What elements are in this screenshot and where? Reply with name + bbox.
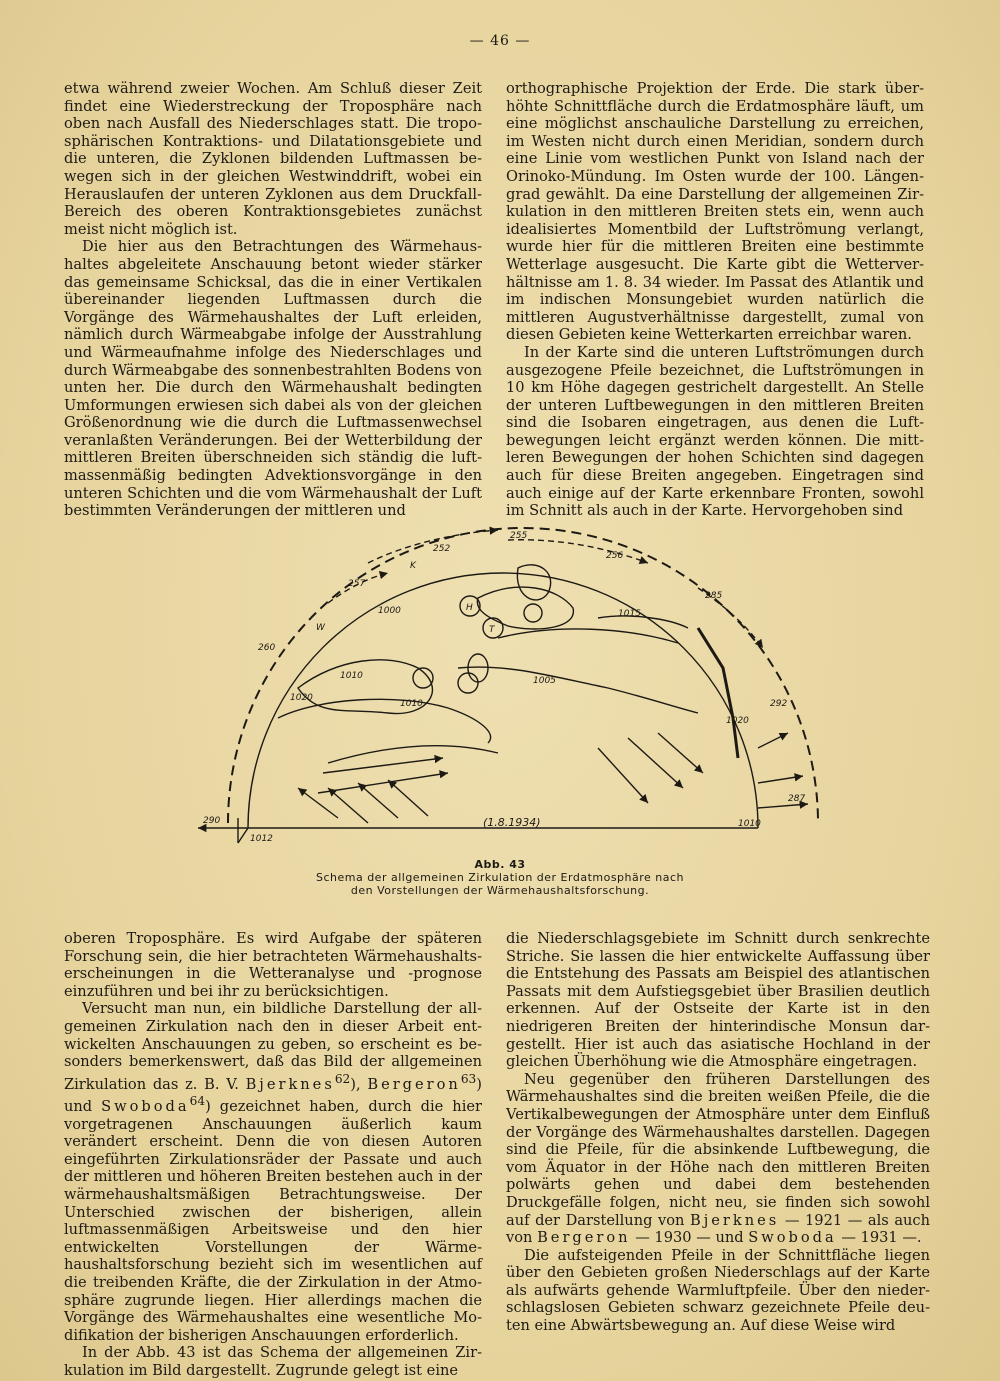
text-run: ) und: [64, 1075, 482, 1116]
label-257: 257: [348, 579, 366, 589]
text-run: — 1921 — als auch von: [506, 1211, 930, 1247]
text-run: ),: [350, 1075, 368, 1093]
paragraph: In der Karte sind die unteren Luftströmungen durch ausgezogene Pfeile bezeichnet, die Luftströmungen in 10 km Höhe dagegen gestrichelt dargestellt. An Stelle der unteren Luftbewegungen in den mittleren Breiten sind die Isobaren eingetragen, aus denen die Luftbewegungen leicht ergänzt werden können. Die mittleren Bewegungen der hohen Schichten sind dagegen auch für diese Breiten angegeben. Eingetragen sind auch einige auf der Karte erkennbare Fronten, sowohl im Schnitt als auch in der Karte. Hervorgehoben sind: [506, 343, 924, 520]
author-name: Bergeron: [537, 1229, 631, 1247]
paragraph: orthographische Projektion der Erde. Die stark überhöhte Schnittfläche durch die Erdatmosphäre läuft, um eine möglichst anschauliche Darstellung zu erreichen, im Westen nicht durch einen Meridian, sondern durch eine Linie vom westlichen Punkt von Island nach der Orinoko-Mündung. Im Osten wurde der 100. Längengrad gewählt. Da eine Darstellung der allgemeinen Zirkulation in den mittleren Breiten stets ein, wenn auch idealisiertes Momentbild der Luftströmung verlangt, wurde hier für die mittleren Breiten eine bestimmte Wetterlage ausgesucht. Die Karte gibt die Wetterverhältnisse am 1. 8. 34 wieder. Im Passat des Atlantik und im indischen Monsungebiet wurden natürlich die mittleren Augustverhältnisse dargestellt, zumal von diesen Gebieten keine Wetterkarten erreichbar waren.: [506, 80, 924, 344]
author-name: Swoboda: [748, 1229, 837, 1247]
label-T: T: [489, 625, 495, 635]
column-bottom-right: [506, 930, 930, 1335]
label-1010b: 1010: [400, 699, 423, 709]
label-1020b: 1020: [726, 716, 749, 726]
author-name: Swoboda: [101, 1098, 190, 1116]
caption-line-2: den Vorstellungen der Wärmehaushaltsforschung.: [350, 884, 650, 897]
label-290: 290: [203, 816, 221, 826]
text-run: — 1931 —.: [836, 1229, 922, 1247]
label-260: 260: [258, 643, 276, 653]
date-label: (1.8.1934): [483, 816, 541, 829]
paragraph: die Niederschlagsgebiete im Schnitt durch senkrechte Striche. Sie lassen die hier entwickelte Auffassung über die Entstehung des Passats am Beispiel des atlantischen Passats mit dem Aufstiegsgebiet über Brasilien deutlich erkennen. Auf der Ostseite der Karte ist in den niedrigeren Breiten der hinterindische Monsun dargestellt. Hier ist auch das asiatische Hochland in der gleichen Überhöhung wie die Atmosphäre eingetragen.: [506, 930, 930, 1071]
paragraph: Die hier aus den Betrachtungen des Wärmehaushaltes abgeleitete Anschauung betont wieder stärker das gemeinsame Schicksal, das die in einer Vertikalen übereinander liegenden Luftmassen durch die Vorgänge des Wärmehaushaltes der Luft erleiden, nämlich durch Wärmeabgabe infolge der Ausstrahlung und Wärmeaufnahme infolge des Niederschlages und durch Wärmeabgabe des sonnenbestrahlten Bodens von unten her. Die durch den Wärmehaushalt bedingten Umformungen erwiesen sich dabei als von der gleichen Größenordnung wie die durch die Luftmassenwechsel veranlaßten Veränderungen. Bei der Wetterbildung der mittleren Breiten überschneiden sich ständig die luftmassenmäßig bedingten Advektionsvorgänge in den unteren Schichten und die vom Wärmehaushalt der Luft bestimmten Veränderungen der mittleren und: [64, 238, 482, 520]
figure-caption: [260, 858, 740, 897]
paragraph: Die aufsteigenden Pfeile in der Schnittfläche liegen über den Gebieten großen Niederschlags auf der Karte als aufwärts gehende Warmluftpfeile. Über den niederschlagslosen Gebieten schwarz gezeichnete Pfeile deuten eine Abwärtsbewegung an. Auf diese Weise wird: [506, 1246, 930, 1335]
text-run: ) gezeichnet haben, durch die hier vorgetragenen Anschauungen äußerlich kaum verändert erscheint. Denn die von diesen Autoren eingeführten Zirkulationsräder der Passate und auch der mittleren und höheren Breiten bestehen auch in der wärmehaushaltsmäßigen Betrachtungsweise. Der Unterschied zwischen der bisherigen, allein luftmassenmäßigen Arbeitsweise und den hier entwickelten Vorstellungen der Wärmehaushaltsforschung bezieht sich im wesentlichen auf die treibenden Kräfte, die der Zirkulation in der Atmosphäre zugrunde liegen. Hier allerdings machen die Vorgänge des Wärmehaushaltes eine wesentliche Modifikation der bisherigen Anschauungen erforderlich.: [64, 1098, 482, 1344]
earth-arc: [248, 573, 758, 828]
column-top-right: [506, 80, 924, 520]
author-name: Bergeron: [367, 1075, 461, 1093]
paragraph: etwa während zweier Wochen. Am Schluß dieser Zeit findet eine Wiederstreckung der Troposphäre nach oben nach Ausfall des Niederschlages statt. Die troposphärischen Kontraktions- und Dilatationsgebiete und die unteren, die Zyklonen bildenden Luftmassen bewegen sich in der gleichen Westwinddrift, wobei ein Herauslaufen der unteren Zyklonen aus dem Druckfall-Bereich des oberen Kontraktionsgebietes zunächst meist nicht möglich ist.: [64, 80, 482, 238]
label-255: 255: [510, 531, 528, 541]
label-1010a: 1010: [340, 671, 363, 681]
label-256: 256: [606, 551, 624, 561]
label-1012: 1012: [250, 834, 273, 844]
footnote-ref: 62: [334, 1071, 351, 1086]
diagram-svg: [178, 518, 843, 858]
label-292: 292: [770, 699, 788, 709]
label-285: 285: [705, 591, 723, 601]
label-252: 252: [433, 544, 451, 554]
text-run: — 1930 — und: [630, 1229, 749, 1247]
label-H: H: [466, 603, 473, 613]
page-number: — 46 —: [469, 33, 531, 49]
label-1020: 1020: [290, 693, 313, 703]
paragraph: [506, 1071, 930, 1247]
column-top-left: [64, 80, 482, 520]
paragraph: In der Abb. 43 ist das Schema der allgemeinen Zirkulation im Bild dargestellt. Zugrunde gelegt ist eine: [64, 1344, 482, 1379]
text-run: Versucht man nun, ein bildliche Darstellung der allgemeinen Zirkulation nach den in dieser Arbeit entwickelten Anschauungen zu geben, so erscheint es besonders bemerkenswert, daß das Bild der allgemeinen Zirkulation das z. B. V.: [64, 1000, 482, 1093]
column-bottom-left: [64, 930, 482, 1380]
caption-line-1: Schema der allgemeinen Zirkulation der Erdatmosphäre nach: [315, 871, 685, 884]
paragraph: [64, 1000, 482, 1344]
label-287: 287: [788, 794, 806, 804]
label-1005: 1005: [533, 676, 556, 686]
paragraph: oberen Troposphäre. Es wird Aufgabe der späteren Forschung sein, die hier betrachteten Wärmehaushaltserscheinungen in die Wetteranalyse und -prognose einzuführen und bei ihr zu berücksichtigen.: [64, 930, 482, 1000]
label-W: W: [316, 623, 325, 633]
author-name: Bjerknes: [245, 1075, 335, 1093]
label-K: K: [410, 561, 416, 571]
footnote-ref: 64: [189, 1094, 206, 1109]
text-run: Neu gegenüber den früheren Darstellungen des Wärmehaushaltes sind die breiten weißen Pfeile, die die Vertikalbewegungen der Atmosphäre unter dem Einfluß der Vorgänge des Wärmehaushaltes darstellen. Dagegen sind die Pfeile, für die absinkende Luftbewegung, die vom Äquator in der Höhe nach den mittleren Breiten polwärts gehen und dabei dem bestehenden Druckgefälle folgen, nicht neu, sie finden sich sowohl auf der Darstellung von: [506, 1070, 930, 1229]
label-1015: 1015: [618, 609, 641, 619]
circulation-diagram: [178, 518, 843, 858]
label-1010c: 1010: [738, 819, 761, 829]
author-name: Bjerknes: [690, 1211, 780, 1229]
footnote-ref: 63: [460, 1071, 477, 1086]
label-1000: 1000: [378, 606, 401, 616]
figure-label: Abb. 43: [474, 858, 526, 871]
